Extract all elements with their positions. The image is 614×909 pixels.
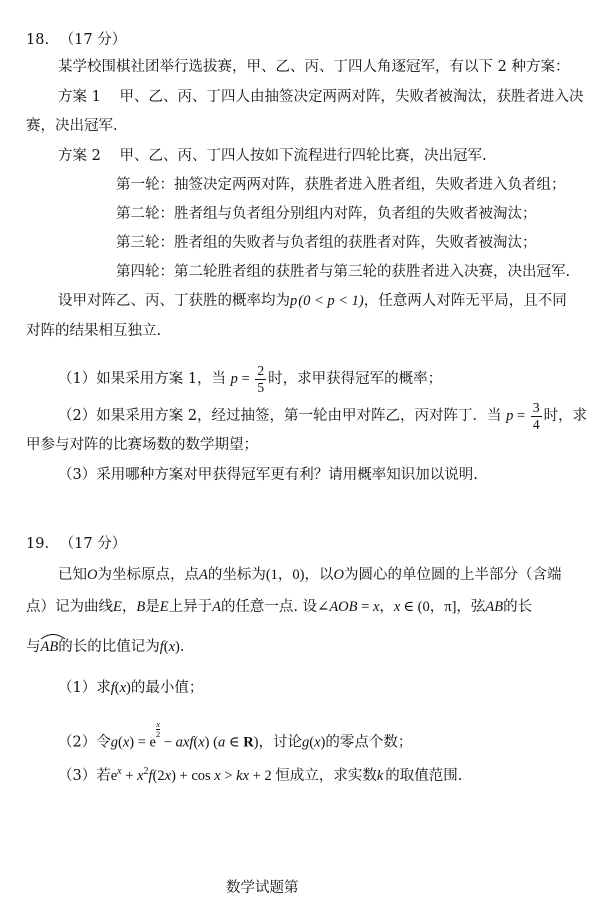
q19-part3: （3）若$e^x + x^2f(2x) + \cos x$ > kx + 2 恒成立，求实数k 的取值范围. bbox=[58, 766, 463, 784]
func-g: g bbox=[110, 734, 118, 751]
q18-part2-line1: （2）如果采用方案 2，经过抽签，第一轮由甲对阵乙，丙对阵丁．当 p = $\frac{3}{4}$ 时，求 bbox=[58, 400, 588, 432]
plan2-text: 甲、乙、丙、丁四人按如下流程进行四轮比赛，决出冠军. bbox=[119, 148, 487, 164]
q19-line2: 点）记为曲线E，B是E上异于A的任意一点. 设∠AOB = x，x ∈ (0，π]，弦AB的长 bbox=[26, 599, 533, 615]
angle-AOB: AOB bbox=[329, 599, 358, 615]
coord-A: (1，0) bbox=[265, 567, 305, 583]
part1-text: （1）如果采用方案 1，当 bbox=[58, 371, 227, 387]
q19-line3: 与 AB的长的比值记为f(x). bbox=[26, 637, 614, 657]
plan1-text: 甲、乙、丙、丁四人由抽签决定两两对阵，失败者被淘汰，获胜者进入决 bbox=[119, 89, 584, 105]
round-3: 第三轮：胜者组的失败者与负者组的获胜者对阵，失败者被淘汰； bbox=[116, 235, 537, 251]
exponent-x-over-2: $\frac{x}{2}$ bbox=[155, 719, 161, 739]
question-number: 18. bbox=[26, 32, 50, 48]
func-f: f bbox=[159, 639, 164, 655]
var-A: A bbox=[212, 599, 221, 615]
interval: ∈ (0，π] bbox=[403, 599, 457, 615]
question-points: （17 分） bbox=[59, 32, 127, 48]
round-2: 第二轮：胜者组与负者组分别组内对阵，负者组的失败者被淘汰； bbox=[116, 206, 537, 222]
var-B: B bbox=[136, 599, 146, 615]
fraction-2-5: $\frac{2}{5}$ bbox=[257, 363, 265, 395]
var-p: p bbox=[230, 371, 238, 387]
part2-text-2: 时，求 bbox=[543, 408, 588, 424]
assumption-text: 设甲对阵乙、丙、丁获胜的概率均为 bbox=[58, 293, 290, 309]
q18-part2-line2: 甲参与对阵的比赛场数的数学期望； bbox=[26, 437, 258, 453]
round-1: 第一轮：抽签决定两两对阵，获胜者进入胜者组，失败者进入负者组； bbox=[116, 177, 566, 193]
q19-header bbox=[26, 534, 614, 554]
var-p: p bbox=[506, 408, 514, 424]
q18-plan1-line1 bbox=[58, 87, 614, 107]
question-number: 19. bbox=[26, 536, 50, 552]
plan1-label: 方案 1 bbox=[58, 89, 101, 105]
var-O: O bbox=[87, 567, 98, 583]
var-p: p bbox=[290, 293, 298, 309]
var-A: A bbox=[198, 567, 208, 583]
q18-plan2-line bbox=[58, 146, 614, 166]
var-x: x bbox=[372, 599, 380, 615]
fraction-3-4: $\frac{3}{4}$ bbox=[532, 400, 540, 432]
var-k: k bbox=[376, 767, 384, 784]
round-4: 第四轮：第二轮胜者组的获胜者与第三轮的获胜者进入决赛，决出冠军. bbox=[116, 264, 571, 280]
arc-icon bbox=[40, 632, 66, 640]
var-AB: AB bbox=[485, 599, 504, 615]
q19-line1: 已知O为坐标原点，点A的坐标为(1，0)，以O为圆心的单位圆的上半部分（含端 bbox=[58, 567, 562, 583]
q18-header bbox=[26, 30, 614, 50]
arc-AB: AB bbox=[41, 637, 59, 657]
part2-text: （2）如果采用方案 2，经过抽签，第一轮由甲对阵乙，丙对阵丁．当 bbox=[58, 408, 502, 424]
question-points: （17 分） bbox=[59, 536, 127, 552]
assumption-text-2: ，任意两人对阵无平局，且不同 bbox=[363, 293, 567, 309]
q18-plan1-line2: 赛，决出冠军. bbox=[26, 118, 118, 134]
page-footer: 数学试题第 bbox=[226, 880, 299, 896]
var-E: E bbox=[113, 599, 122, 615]
q18-part3: （3）采用哪种方案对甲获得冠军更有利？请用概率知识加以说明. bbox=[58, 467, 478, 483]
part1-text-2: 时，求甲获得冠军的概率； bbox=[268, 371, 443, 387]
var-E: E bbox=[159, 599, 169, 615]
q18-part1: （1）如果采用方案 1，当 p = $\frac{2}{5}$ 时，求甲获得冠军的概率； bbox=[58, 363, 443, 395]
var-O: O bbox=[333, 567, 344, 583]
q19-part2: （2）令g(x) = e $\frac{x}{2}$ − axf(x) (a ∈ R)，讨论g(x)的零点个数； bbox=[58, 719, 413, 751]
var-x: x bbox=[393, 599, 401, 615]
q18-assumption-line1 bbox=[58, 291, 614, 311]
q18-assumption-line2: 对阵的结果相互独立. bbox=[26, 323, 162, 339]
assumption-condition: (0 < p < 1) bbox=[298, 293, 364, 309]
q18-intro: 某学校围棋社团举行选拔赛，甲、乙、丙、丁四人角逐冠军，有以下 2 种方案： bbox=[58, 59, 570, 75]
q19-part1: （1）求f(x)的最小值； bbox=[58, 680, 204, 696]
plan2-label: 方案 2 bbox=[58, 148, 101, 164]
